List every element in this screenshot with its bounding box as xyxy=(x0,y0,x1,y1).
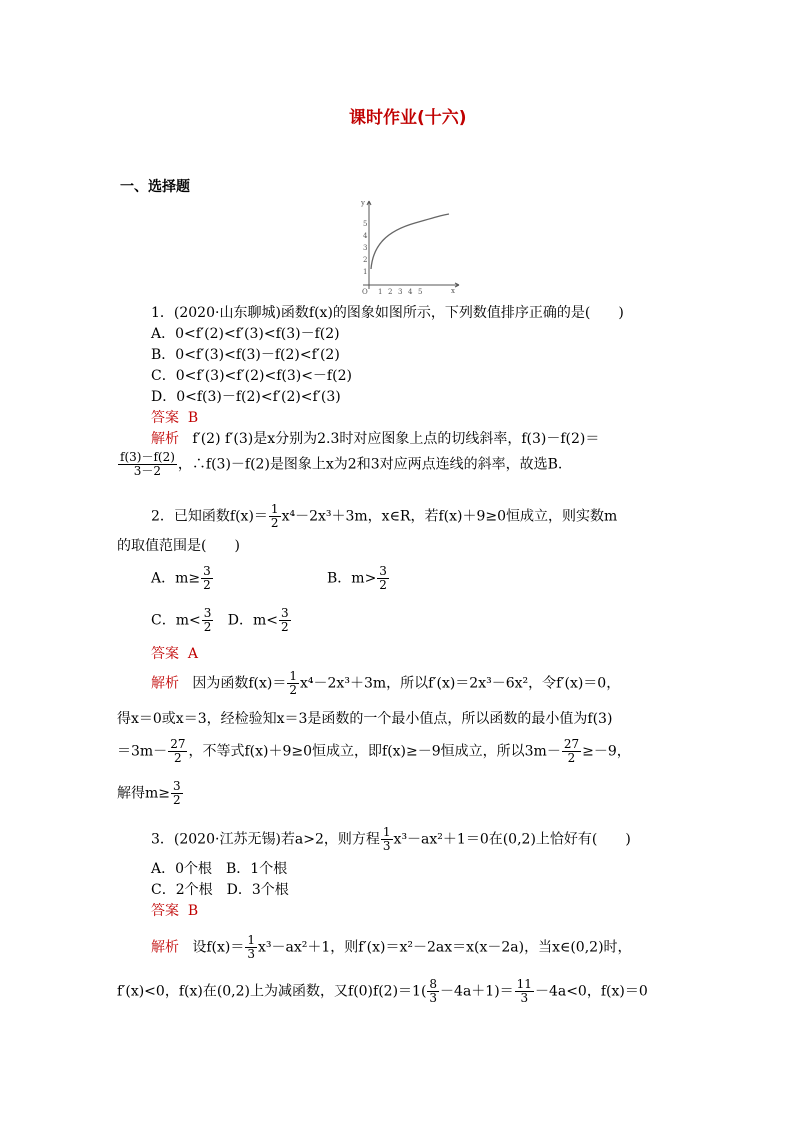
q3-stem: 3．(2020·江苏无锡)若a>2，则方程 $\frac{1}{3}$ x³－ax²＋1＝0在(0,2)上恰好有( ) xyxy=(151,825,631,853)
y-tick: 1 xyxy=(363,268,368,276)
q2-stem-line2: 的取值范围是( ) xyxy=(117,538,240,554)
x-tick: 5 xyxy=(418,288,423,296)
page-title: 课时作业(十六) xyxy=(349,108,467,128)
q3-analysis-line2: f′(x)<0，f(x)在(0,2)上为减函数，又f(0)f(2)＝1( $\frac{8}{3}$ －4a＋1)＝ $\frac{11}{3}$ －4a<0，f(x)＝0 xyxy=(117,977,648,1005)
x-tick: 1 xyxy=(378,288,383,296)
q1-option-b: B．0<f′(3)<f(3)－f(2)<f′(2) xyxy=(151,347,340,363)
q2-analysis-line4: 解得m≥ $\frac{3}{2}$ xyxy=(117,779,181,807)
q2-analysis-line1: 解析 因为函数f(x)＝ $\frac{1}{2}$ x⁴－2x³＋3m，所以f′(x)＝2x³－6x²，令f′(x)＝0， xyxy=(151,669,621,697)
function-graph xyxy=(355,197,460,297)
answer-label: 答案 xyxy=(151,410,179,426)
q2-option-cd: C．m< $\frac{3}{2}$ D．m< $\frac{3}{2}$ xyxy=(151,606,289,634)
q2-stem-line1: 2．已知函数f(x)＝ $\frac{1}{2}$ x⁴－2x³＋3m，x∈R，若f(x)＋9≥0恒成立，则实数m xyxy=(151,502,618,530)
y-tick: 3 xyxy=(363,244,368,252)
q2-answer: 答案 A xyxy=(151,646,199,662)
origin-label: O xyxy=(362,288,368,296)
q1-option-a: A．0<f′(2)<f′(3)<f(3)－f(2) xyxy=(151,326,340,342)
q3-options-ab: A．0个根 B．1个根 xyxy=(151,861,288,877)
q2-analysis-line2: 得x＝0或x＝3，经检验知x＝3是函数的一个最小值点，所以函数的最小值为f(3) xyxy=(117,711,613,727)
q1-stem: 1．(2020·山东聊城)函数f(x)的图象如图所示，下列数值排序正确的是( ) xyxy=(151,305,624,321)
fraction: $\frac{f(3)-f(2)}{3-2}$ xyxy=(120,450,175,478)
y-tick: 4 xyxy=(363,232,368,240)
section-heading: 一、选择题 xyxy=(120,179,190,195)
q1-option-c: C．0<f′(3)<f′(2)<f(3)<－f(2) xyxy=(151,368,352,384)
q1-option-d: D．0<f(3)－f(2)<f′(2)<f′(3) xyxy=(151,389,341,405)
analysis-text: f′(2) f′(3)是x分别为2.3时对应图象上点的切线斜率，f(3)－f(2)＝ xyxy=(192,431,600,447)
q1-answer xyxy=(151,409,198,427)
q3-answer: 答案 B xyxy=(151,903,199,919)
x-axis-label: x xyxy=(451,287,455,295)
q1-analysis-line2 xyxy=(117,451,562,478)
y-axis-label: y xyxy=(361,199,365,207)
q3-options-cd: C．2个根 D．3个根 xyxy=(151,882,289,898)
q2-option-b: B．m> $\frac{3}{2}$ xyxy=(327,564,387,592)
analysis-label: 解析 xyxy=(151,431,179,447)
q2-analysis-line3: ＝3m－ $\frac{27}{2}$ ，不等式f(x)＋9≥0恒成立，即f(x)≥－9恒成立，所以3m－ $\frac{27}{2}$ ≥－9， xyxy=(117,737,631,765)
x-tick: 3 xyxy=(398,288,403,296)
q2-option-a: A．m≥ $\frac{3}{2}$ xyxy=(151,564,211,592)
fraction: $\frac{1}{2}$ xyxy=(270,502,279,530)
y-tick: 2 xyxy=(363,256,368,264)
q3-analysis-line1: 解析 设f(x)＝ $\frac{1}{3}$ x³－ax²＋1，则f′(x)＝x²－2ax＝x(x－2a)，当x∈(0,2)时， xyxy=(151,933,632,961)
x-tick: 2 xyxy=(388,288,393,296)
answer-value: B xyxy=(187,410,199,426)
x-tick: 4 xyxy=(408,288,413,296)
analysis-text: ，∴f(3)－f(2)是图象上x为2和3对应两点连线的斜率，故选B. xyxy=(177,456,563,473)
y-tick: 5 xyxy=(363,220,368,228)
q1-analysis-line1 xyxy=(151,430,599,448)
